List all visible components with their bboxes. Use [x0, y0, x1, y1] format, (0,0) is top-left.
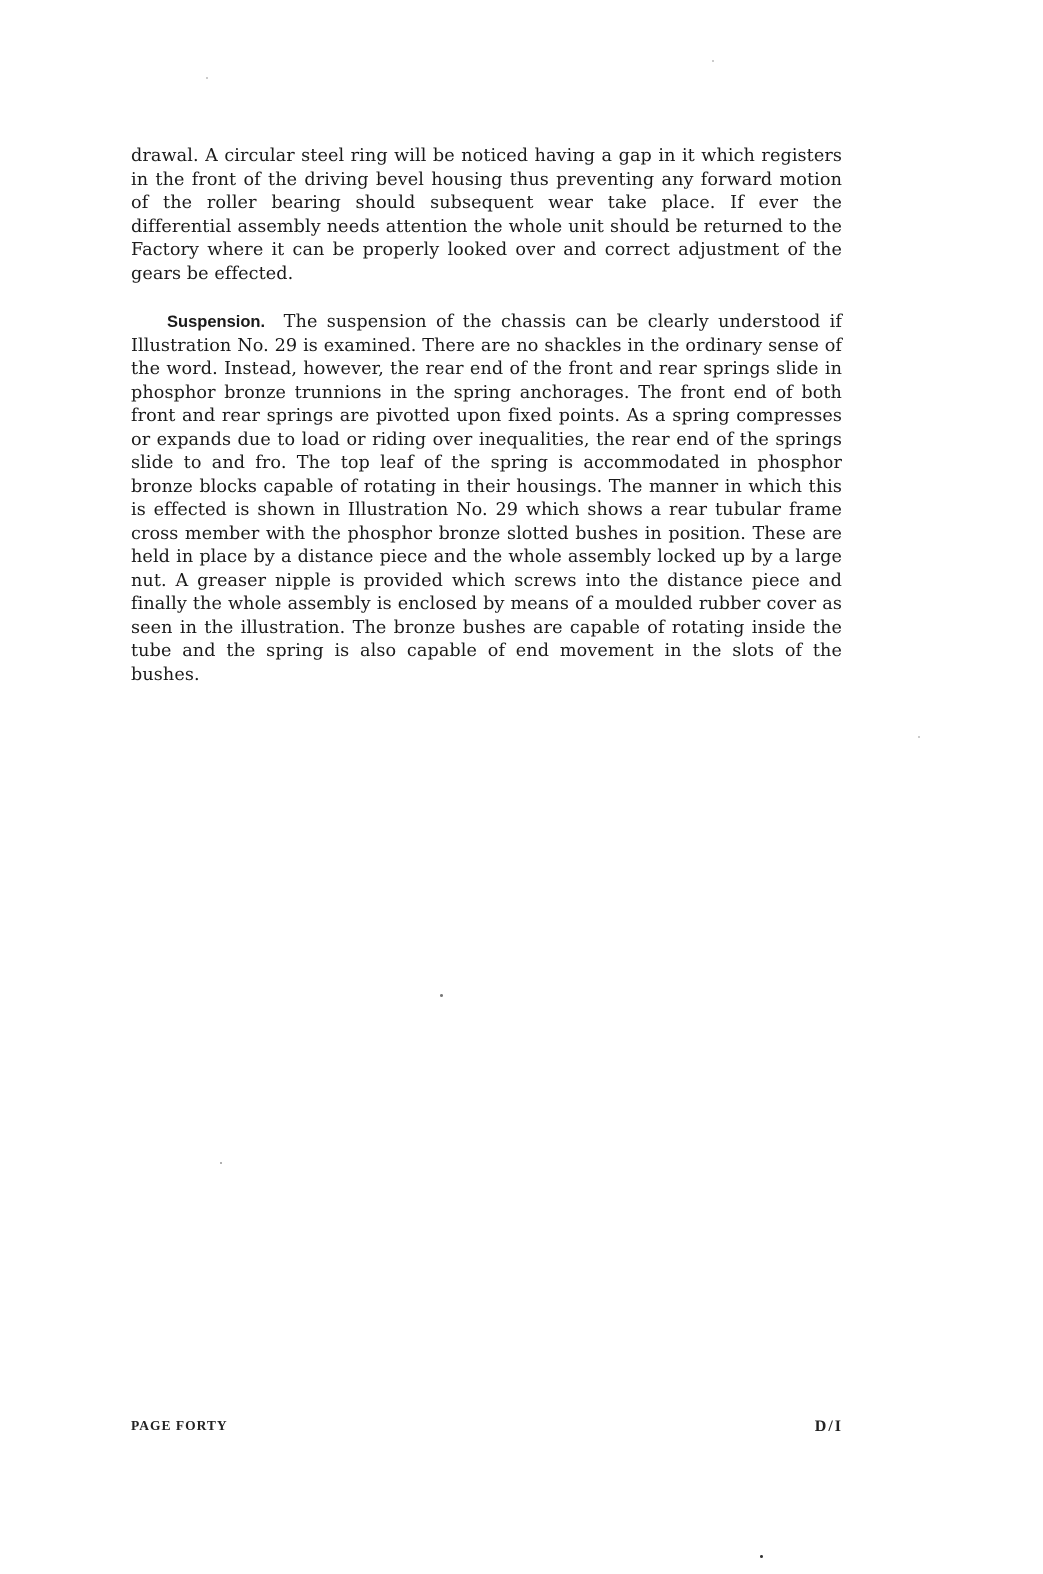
section-heading: Suspension. — [167, 313, 266, 331]
paragraph-text: drawal. A circular steel ring will be noticed having a gap in it which registers in the front of the driving bevel housing thus preventing any forward motion of the roller bearing should subsequent wear take place. If ever the differential assembly needs attention the whole unit should be returned to the Factory where it can be properly looked over and correct adjustment of the gears be effected. — [131, 146, 842, 284]
footer-code: D/I — [814, 1418, 843, 1435]
scan-speck — [206, 77, 208, 79]
paragraph-body — [131, 311, 842, 687]
scan-speck — [760, 1555, 763, 1558]
paragraph-text: The suspension of the chassis can be clearly understood if Illustration No. 29 is examined. There are no shackles in the ordinary sense of the word. Instead, however, the rear end of the front and rear springs slide in phosphor bronze trunnions in the spring anchorages. The front end of both front and rear springs are pivotted upon fixed points. As a spring compresses or expands due to load or riding over inequalities, the rear end of the springs slide to and fro. The top leaf of the spring is accommodated in phosphor bronze blocks capable of rotating in their housings. The manner in which this is effected is shown in Illustration No. 29 which shows a rear tubular frame cross member with the phosphor bronze slotted bushes in position. These are held in place by a distance piece and the whole assembly locked up by a large nut. A greaser nipple is provided which screws into the distance piece and finally the whole assembly is enclosed by means of a moulded rubber cover as seen in the illustration. The bronze bushes are capable of rotating inside the tube and the spring is also capable of end movement in the slots of the bushes. — [131, 312, 842, 685]
paragraph-continuation — [131, 145, 842, 286]
scan-speck — [440, 994, 443, 997]
footer-page-label: PAGE FORTY — [131, 1418, 228, 1433]
scan-speck — [220, 1162, 222, 1164]
scan-speck — [712, 60, 714, 62]
scan-speck — [918, 736, 920, 738]
paragraph-suspension — [131, 311, 842, 687]
